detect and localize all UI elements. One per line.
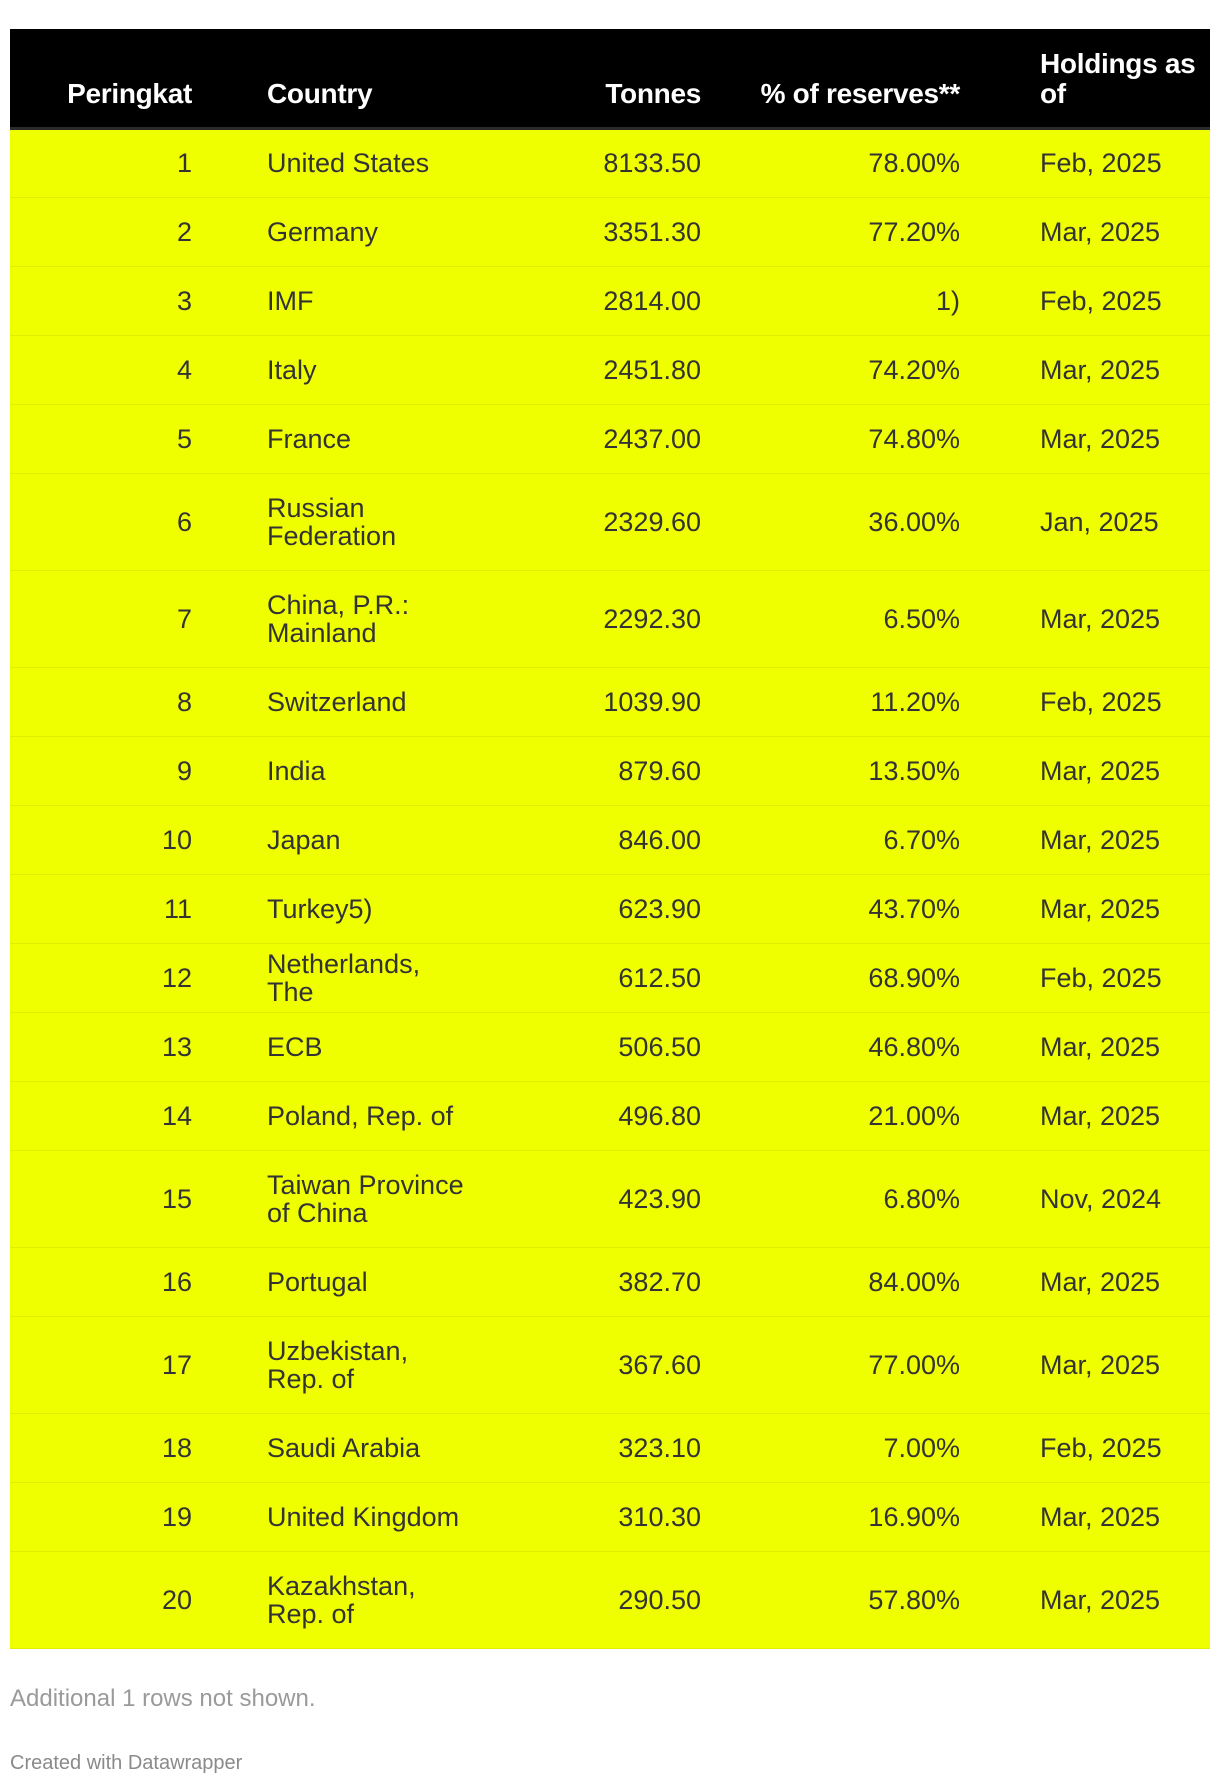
cell-rank: 19	[161, 1501, 192, 1532]
cell-percent-of-reserves: 68.90%	[868, 962, 960, 993]
cell-tonnes: 2292.30	[603, 603, 701, 634]
cell-percent-of-reserves: 1)	[935, 285, 960, 316]
cell-rank: 20	[161, 1584, 192, 1615]
cell-country: United Kingdom	[267, 1501, 460, 1532]
cell-rank: 16	[161, 1266, 192, 1297]
cell-percent-of-reserves: 11.20%	[870, 686, 960, 717]
cell-holdings-as-of: Mar, 2025	[1040, 1031, 1161, 1062]
cell-percent-of-reserves: 6.50%	[883, 603, 960, 634]
cell-rank: 3	[176, 285, 192, 316]
cell-tonnes: 8133.50	[603, 148, 701, 178]
table-row	[10, 473, 1210, 570]
cell-rank: 15	[161, 1183, 192, 1214]
cell-country: Japan	[267, 824, 341, 855]
cell-holdings-as-of: Mar, 2025	[1040, 1501, 1161, 1532]
cell-percent-of-reserves: 77.00%	[868, 1349, 960, 1380]
cell-holdings-as-of: Feb, 2025	[1040, 285, 1162, 316]
cell-percent-of-reserves: 6.70%	[883, 824, 960, 855]
cell-holdings-as-of: Mar, 2025	[1040, 1100, 1161, 1131]
cell-tonnes: 506.50	[618, 1031, 701, 1062]
header-row	[10, 29, 1210, 128]
cell-percent-of-reserves: 21.00%	[868, 1100, 960, 1131]
cell-holdings-as-of: Feb, 2025	[1040, 1432, 1162, 1463]
table-row	[10, 667, 1210, 736]
column-header-percent-of-reserves[interactable]: % of reserves**	[760, 77, 960, 109]
cell-percent-of-reserves: 78.00%	[868, 148, 960, 178]
cell-tonnes: 382.70	[618, 1266, 701, 1297]
table-header	[10, 29, 1210, 128]
cell-country: Germany	[267, 216, 379, 247]
cell-country: India	[267, 755, 326, 786]
cell-percent-of-reserves: 77.20%	[868, 216, 960, 247]
cell-tonnes: 290.50	[618, 1584, 701, 1615]
cell-percent-of-reserves: 13.50%	[868, 755, 960, 786]
cell-percent-of-reserves: 57.80%	[868, 1584, 960, 1615]
cell-tonnes: 612.50	[618, 962, 701, 993]
cell-country: Poland, Rep. of	[267, 1100, 454, 1131]
table-row	[10, 943, 1210, 1012]
cell-percent-of-reserves: 74.20%	[868, 354, 960, 385]
table-row	[10, 1482, 1210, 1551]
cell-holdings-as-of: Mar, 2025	[1040, 755, 1161, 786]
cell-rank: 9	[176, 755, 192, 786]
cell-rank: 7	[176, 603, 192, 634]
table-row	[10, 266, 1210, 335]
cell-rank: 2	[176, 216, 192, 247]
cell-rank: 4	[176, 354, 192, 385]
cell-country: United States	[267, 148, 430, 178]
cell-rank: 8	[176, 686, 192, 717]
cell-holdings-as-of: Feb, 2025	[1040, 148, 1162, 178]
table-row	[10, 874, 1210, 943]
cell-country: Uzbekistan, Rep. of	[267, 1335, 409, 1394]
cell-holdings-as-of: Mar, 2025	[1040, 893, 1161, 924]
cell-holdings-as-of: Mar, 2025	[1040, 1349, 1161, 1380]
cell-percent-of-reserves: 43.70%	[868, 893, 960, 924]
table-row	[10, 1316, 1210, 1413]
cell-holdings-as-of: Nov, 2024	[1040, 1183, 1162, 1214]
cell-tonnes: 1039.90	[603, 686, 701, 717]
cell-rank: 12	[161, 962, 192, 993]
table-row	[10, 1081, 1210, 1150]
cell-tonnes: 3351.30	[603, 216, 701, 247]
cell-holdings-as-of: Feb, 2025	[1040, 686, 1162, 717]
cell-country: China, P.R.: Mainland	[267, 589, 410, 648]
rows-not-shown-note: Additional 1 rows not shown.	[10, 1685, 316, 1712]
cell-country: France	[267, 423, 352, 454]
cell-holdings-as-of: Mar, 2025	[1040, 423, 1161, 454]
cell-percent-of-reserves: 46.80%	[868, 1031, 960, 1062]
column-header-country[interactable]: Country	[267, 77, 373, 109]
table-row	[10, 335, 1210, 404]
cell-tonnes: 367.60	[618, 1349, 701, 1380]
cell-tonnes: 846.00	[618, 824, 701, 855]
cell-rank: 14	[161, 1100, 192, 1131]
gold-reserves-table-container	[10, 29, 1210, 1649]
table-row	[10, 736, 1210, 805]
cell-rank: 11	[163, 893, 192, 924]
table-row	[10, 197, 1210, 266]
cell-tonnes: 2437.00	[603, 423, 701, 454]
cell-country: Taiwan Province of China	[267, 1169, 464, 1228]
cell-rank: 6	[176, 506, 192, 537]
cell-holdings-as-of: Mar, 2025	[1040, 354, 1161, 385]
cell-tonnes: 2329.60	[603, 506, 701, 537]
cell-percent-of-reserves: 6.80%	[883, 1183, 960, 1214]
cell-tonnes: 323.10	[618, 1432, 701, 1463]
cell-tonnes: 423.90	[618, 1183, 701, 1214]
column-header-tonnes[interactable]: Tonnes	[605, 77, 701, 109]
table-row	[10, 128, 1210, 197]
table-row	[10, 1247, 1210, 1316]
cell-country: IMF	[267, 285, 314, 316]
cell-country: Turkey5)	[267, 893, 373, 924]
cell-country: Netherlands, The	[267, 948, 421, 1007]
cell-percent-of-reserves: 74.80%	[868, 423, 960, 454]
cell-holdings-as-of: Jan, 2025	[1040, 506, 1159, 537]
table-row	[10, 805, 1210, 874]
table-row	[10, 1012, 1210, 1081]
column-header-holdings-as-of[interactable]: Holdings as of	[1040, 47, 1196, 109]
table-row	[10, 1551, 1210, 1648]
cell-country: Kazakhstan, Rep. of	[267, 1570, 416, 1629]
cell-tonnes: 879.60	[618, 755, 701, 786]
cell-percent-of-reserves: 84.00%	[868, 1266, 960, 1297]
cell-country: Switzerland	[267, 686, 407, 717]
cell-country: Russian Federation	[267, 492, 397, 551]
cell-rank: 5	[176, 423, 192, 454]
cell-holdings-as-of: Mar, 2025	[1040, 216, 1161, 247]
cell-tonnes: 2814.00	[603, 285, 701, 316]
cell-country: Portugal	[267, 1266, 368, 1297]
cell-percent-of-reserves: 16.90%	[868, 1501, 960, 1532]
cell-tonnes: 2451.80	[603, 354, 701, 385]
cell-country: ECB	[267, 1031, 323, 1062]
table-body	[10, 128, 1210, 1648]
table-row	[10, 404, 1210, 473]
cell-tonnes: 310.30	[618, 1501, 701, 1532]
table-row	[10, 570, 1210, 667]
cell-tonnes: 623.90	[618, 893, 701, 924]
cell-percent-of-reserves: 36.00%	[868, 506, 960, 537]
cell-rank: 18	[161, 1432, 192, 1463]
cell-holdings-as-of: Mar, 2025	[1040, 824, 1161, 855]
cell-holdings-as-of: Mar, 2025	[1040, 603, 1161, 634]
cell-percent-of-reserves: 7.00%	[883, 1432, 960, 1463]
cell-rank: 10	[161, 824, 192, 855]
cell-holdings-as-of: Mar, 2025	[1040, 1266, 1161, 1297]
cell-country: Saudi Arabia	[267, 1432, 421, 1463]
cell-rank: 17	[161, 1349, 192, 1380]
cell-country: Italy	[267, 354, 317, 385]
column-header-rank[interactable]: Peringkat	[67, 77, 192, 109]
cell-holdings-as-of: Mar, 2025	[1040, 1584, 1161, 1615]
table-row	[10, 1150, 1210, 1247]
cell-rank: 13	[161, 1031, 192, 1062]
cell-holdings-as-of: Feb, 2025	[1040, 962, 1162, 993]
table-row	[10, 1413, 1210, 1482]
cell-tonnes: 496.80	[618, 1100, 701, 1131]
datawrapper-credit[interactable]: Created with Datawrapper	[10, 1752, 243, 1774]
gold-reserves-table	[10, 29, 1210, 1649]
cell-rank: 1	[176, 148, 192, 178]
